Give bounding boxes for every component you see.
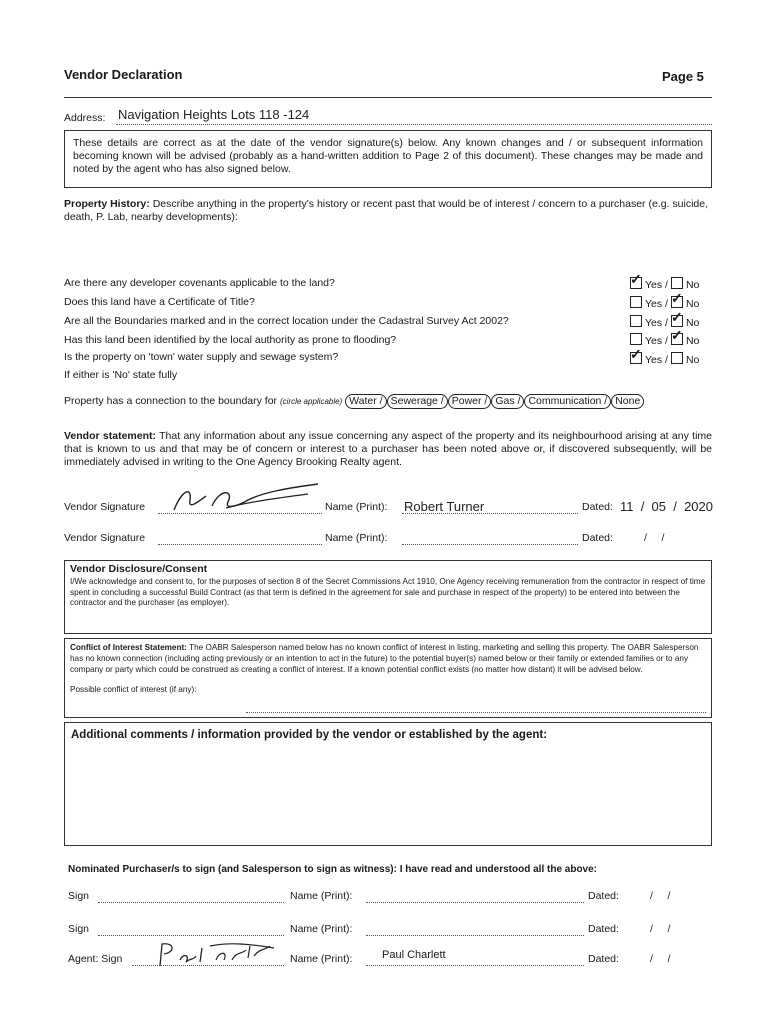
disclosure-text: I/We acknowledge and consent to, for the purposes of section 8 of the Secret Commissions Act 1910, One Agency receiving remuneration from the contractor in respect of time spent in concluding a successful Build Contract (as that term is defined in the agreement for sale and purchase in respect of the property) to be entered into between the contractor and the purchaser (as employer).: [70, 577, 706, 607]
connection-hint: (circle applicable): [279, 397, 343, 406]
answer-title[interactable]: Yes / ✓ No: [627, 296, 699, 310]
vendor-name-1[interactable]: Robert Turner: [404, 499, 485, 514]
history-text: Describe anything in the property's history or recent past that would be of interest / concern to a purchaser (e.g. suicide, death, P. Lab, nearby developments):: [64, 198, 708, 223]
purchaser-dated-label-2: Dated:: [588, 923, 619, 935]
property-history: [64, 198, 712, 224]
vendor-statement-text: That any information about any issue concerning any aspect of the property and its neighbourhood arising at any time that is known to us and that may be of concern or interest to a purchaser has been noted above or, if discovered subsequently, will be immediately advised in writing to the One Agency Brooking Realty agent.: [64, 430, 712, 468]
purchasers-title: Nominated Purchaser/s to sign (and Salesperson to sign as witness): I have read and understood all the above:: [68, 864, 598, 875]
purchaser-sign-line-2[interactable]: [98, 935, 284, 936]
header-rule: [64, 97, 712, 98]
agent-signature[interactable]: [150, 938, 280, 970]
purchaser-name-line-1[interactable]: [366, 902, 584, 903]
agent-name-label: Name (Print):: [290, 953, 353, 965]
checkbox-no[interactable]: [671, 352, 683, 364]
address-value[interactable]: Navigation Heights Lots 118 -124: [118, 107, 310, 122]
purchaser-date-1[interactable]: / /: [650, 890, 671, 902]
purchaser-sign-line-1[interactable]: [98, 902, 284, 903]
agent-name-line: [366, 965, 584, 966]
connection-communication[interactable]: Communication /: [524, 394, 611, 409]
vendor-name-line-1: [402, 513, 578, 514]
vendor-signature-line-2[interactable]: [158, 544, 322, 545]
agent-sign-label: Agent: Sign: [68, 953, 123, 965]
vendor-statement-label: Vendor statement:: [64, 430, 156, 442]
additional-title: Additional comments / information provided by the vendor or established by the agent:: [71, 729, 548, 741]
question-boundaries: Are all the Boundaries marked and in the correct location under the Cadastral Survey Act 2002?: [64, 315, 509, 327]
agent-dated-label: Dated:: [588, 953, 619, 965]
notice-box: [64, 130, 712, 188]
conflict-statement: [70, 643, 706, 675]
conflict-box: [64, 638, 712, 718]
checkbox-yes[interactable]: [630, 296, 642, 308]
address-label: Address:: [64, 112, 106, 124]
additional-box[interactable]: [64, 722, 712, 846]
connection-sewerage[interactable]: Sewerage /: [387, 394, 448, 409]
checkbox-no[interactable]: ✓: [670, 309, 683, 325]
question-water: Is the property on 'town' water supply and sewage system?: [64, 351, 339, 363]
conflict-label: Conflict of Interest Statement:: [70, 643, 187, 652]
checkbox-yes[interactable]: ✓: [630, 346, 642, 362]
vendor-statement: [64, 430, 712, 469]
disclosure-box: [64, 560, 712, 634]
answer-flooding[interactable]: Yes / ✓ No: [627, 333, 699, 347]
vendor-date-1[interactable]: 11 / 05 / 2020: [620, 499, 713, 514]
connection-power[interactable]: Power /: [448, 394, 492, 409]
checkbox-yes[interactable]: [630, 315, 642, 327]
vendor-date-2[interactable]: / /: [644, 532, 665, 544]
vendor-name-label-2: Name (Print):: [325, 532, 388, 544]
checkbox-yes[interactable]: ✓: [630, 271, 642, 287]
vendor-signature-1[interactable]: [168, 480, 328, 516]
page-number: Page 5: [662, 69, 704, 84]
checkbox-no[interactable]: ✓: [670, 327, 683, 343]
purchaser-name-label-1: Name (Print):: [290, 890, 353, 902]
page-title: Vendor Declaration: [64, 67, 183, 82]
answer-covenants[interactable]: ✓ Yes / No: [630, 271, 700, 291]
answer-water[interactable]: ✓ Yes / No: [630, 346, 700, 366]
purchaser-name-line-2[interactable]: [366, 935, 584, 936]
checkbox-yes[interactable]: [630, 333, 642, 345]
history-label: Property History:: [64, 198, 150, 210]
connection-none[interactable]: None: [611, 394, 644, 409]
vendor-dated-label-1: Dated:: [582, 501, 613, 513]
disclosure-title: Vendor Disclosure/Consent: [70, 563, 208, 575]
connection-gas[interactable]: Gas /: [491, 394, 524, 409]
vendor-dated-label-2: Dated:: [582, 532, 613, 544]
possible-conflict-line[interactable]: [246, 712, 706, 713]
purchaser-sign-label-2: Sign: [68, 923, 90, 935]
connection-label: Property has a connection to the boundary for: [64, 395, 278, 407]
notice-text: These details are correct as at the date of the vendor signature(s) below. Any known changes and / or subsequent information becoming known will be advised (probably as a hand-written addition to Page 2 of this document). These changes may be made and noted by the agent who has also signed below.: [73, 137, 703, 175]
connection-row: [64, 394, 724, 409]
answer-boundaries[interactable]: Yes / ✓ No: [627, 315, 699, 329]
vendor-name-label-1: Name (Print):: [325, 501, 388, 513]
vendor-signature-label-1: Vendor Signature: [64, 501, 146, 513]
purchaser-name-label-2: Name (Print):: [290, 923, 353, 935]
connection-water[interactable]: Water /: [345, 394, 386, 409]
question-title: Does this land have a Certificate of Title?: [64, 296, 255, 308]
agent-date[interactable]: / /: [650, 953, 671, 965]
possible-conflict-label: Possible conflict of interest (if any):: [70, 685, 197, 695]
question-flooding: Has this land been identified by the local authority as prone to flooding?: [64, 334, 397, 346]
purchaser-sign-label-1: Sign: [68, 890, 90, 902]
conflict-text: The OABR Salesperson named below has no known conflict of interest in listing, marketing and selling this property. The OABR Salesperson has no known connection (including acting previously or an intention to act in the future) to the potential buyer(s) named below or their family or extended families or to any company or party which could be construed as creating a conflict of interest. If a known potential conflict exists (no matter how distant) it will be advised below.: [70, 643, 699, 674]
checkbox-no[interactable]: ✓: [670, 290, 683, 306]
address-line: [116, 124, 712, 125]
question-covenants: Are there any developer covenants applicable to the land?: [64, 277, 335, 289]
purchaser-date-2[interactable]: / /: [650, 923, 671, 935]
checkbox-no[interactable]: [671, 277, 683, 289]
either-note: If either is 'No' state fully: [64, 369, 178, 381]
vendor-name-line-2[interactable]: [402, 544, 578, 545]
vendor-signature-label-2: Vendor Signature: [64, 532, 146, 544]
purchaser-dated-label-1: Dated:: [588, 890, 619, 902]
agent-name[interactable]: Paul Charlett: [382, 949, 446, 961]
